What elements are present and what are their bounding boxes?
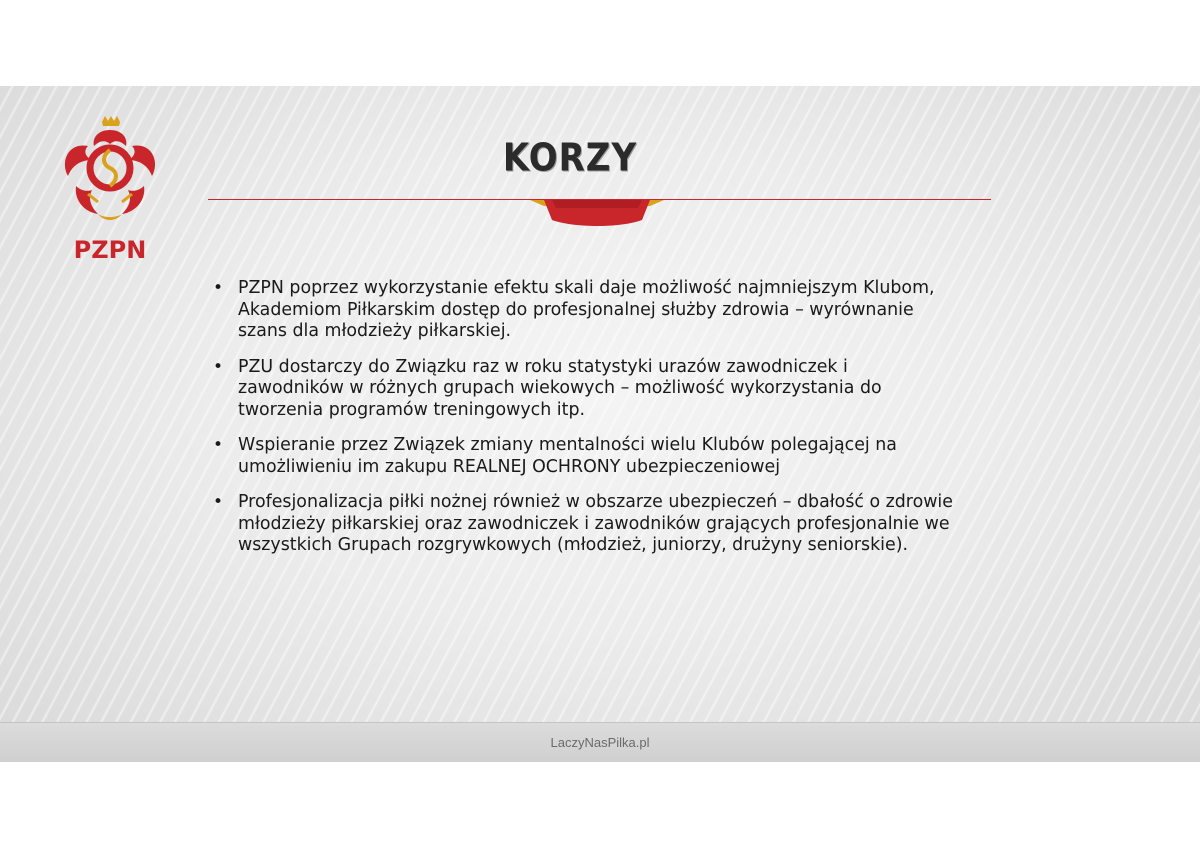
ribbon-decoration <box>530 192 664 230</box>
bullet-text: PZU dostarczy do Związku raz w roku statystyki urazów zawodniczek i zawodników w różnych grupach wiekowych – możliwość wykorzystania do tworzenia programów treningowych itp. <box>238 356 882 420</box>
bullet-list <box>213 278 953 571</box>
bullet-item <box>213 435 953 478</box>
bullet-icon: • <box>213 435 224 455</box>
bullet-icon: • <box>213 492 224 512</box>
slide <box>0 86 1200 762</box>
footer-bar <box>0 722 1200 762</box>
slide-title: KORZY <box>502 135 638 181</box>
bullet-item <box>213 492 953 557</box>
bullet-text: Profesjonalizacja piłki nożnej również w obszarze ubezpieczeń – dbałość o zdrowie młodzieży piłkarskiej oraz zawodniczek i zawodników grających profesjonalnie we wszystkich Grupach rozgrywkowych (młodzież, juniorzy, drużyny seniorskie). <box>238 492 953 555</box>
bullet-text: PZPN poprzez wykorzystanie efektu skali daje możliwość najmniejszym Klubom, Akademiom Piłkarskim dostęp do profesjonalnej służby zdrowia – wyrównanie szans dla młodzieży piłkarskiej. <box>238 278 935 341</box>
bullet-icon: • <box>213 278 224 298</box>
footer-link[interactable]: LaczyNasPilka.pl <box>550 735 650 750</box>
pzpn-logo-text: PZPN <box>73 236 147 264</box>
bullet-item <box>213 357 953 422</box>
bullet-text: Wspieranie przez Związek zmiany mentalności wielu Klubów polegającej na umożliwieniu im zakupu REALNEJ OCHRONY ubezpieczeniowej <box>238 435 897 477</box>
bullet-icon: • <box>213 356 224 377</box>
bullet-item <box>213 278 953 343</box>
